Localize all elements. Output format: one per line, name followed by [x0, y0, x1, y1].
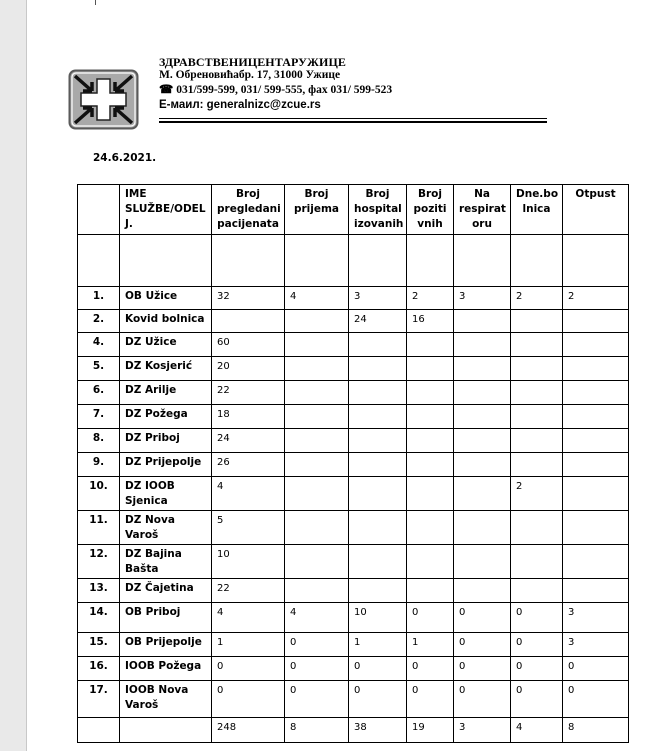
value-cell [407, 357, 454, 381]
value-cell: 0 [511, 657, 563, 681]
value-cell [563, 429, 629, 453]
value-cell [285, 453, 349, 477]
blank-cell [407, 235, 454, 287]
service-name: DZ Bajina Bašta [120, 545, 212, 579]
value-cell [511, 545, 563, 579]
value-cell [511, 381, 563, 405]
blank-cell [120, 235, 212, 287]
total-cell: 4 [511, 718, 563, 743]
row-number: 10. [78, 477, 120, 511]
value-cell [349, 477, 407, 511]
header-row [78, 185, 629, 235]
blank-cell [120, 718, 212, 743]
value-cell: 3 [563, 603, 629, 633]
value-cell [407, 477, 454, 511]
value-cell: 0 [563, 681, 629, 718]
table-row [78, 477, 629, 511]
blank-cell [563, 235, 629, 287]
column-header: Broj prijema [285, 185, 349, 235]
service-name: OB Priboj [120, 603, 212, 633]
blank-cell [511, 235, 563, 287]
header-rule-thin [159, 118, 547, 119]
value-cell [285, 511, 349, 545]
value-cell: 0 [349, 681, 407, 718]
value-cell: 2 [511, 477, 563, 511]
value-cell: 18 [212, 405, 285, 429]
value-cell [563, 310, 629, 333]
blank-cell [78, 718, 120, 743]
health-center-logo-icon [68, 69, 139, 130]
total-cell: 19 [407, 718, 454, 743]
value-cell: 0 [454, 657, 511, 681]
value-cell [511, 405, 563, 429]
org-email: Е-маил: generalnizc@zcue.rs [159, 99, 321, 111]
value-cell: 0 [212, 657, 285, 681]
table-row [78, 657, 629, 681]
header-rule-thick [159, 121, 547, 123]
row-number: 15. [78, 633, 120, 657]
column-header: Broj hospital izovanih [349, 185, 407, 235]
row-number: 14. [78, 603, 120, 633]
table-row [78, 603, 629, 633]
value-cell: 1 [212, 633, 285, 657]
row-number: 8. [78, 429, 120, 453]
value-cell [454, 381, 511, 405]
service-name: DZ Čajetina [120, 579, 212, 603]
value-cell [511, 429, 563, 453]
value-cell: 60 [212, 333, 285, 357]
value-cell: 24 [212, 429, 285, 453]
value-cell: 5 [212, 511, 285, 545]
value-cell [349, 405, 407, 429]
service-name: DZ Arilje [120, 381, 212, 405]
value-cell: 0 [454, 603, 511, 633]
value-cell [563, 477, 629, 511]
value-cell [511, 511, 563, 545]
table-row [78, 381, 629, 405]
column-header: Otpust [563, 185, 629, 235]
row-number: 12. [78, 545, 120, 579]
blank-cell [285, 235, 349, 287]
table-row [78, 453, 629, 477]
service-name: IOOB Nova Varoš [120, 681, 212, 718]
total-cell: 3 [454, 718, 511, 743]
total-cell: 8 [563, 718, 629, 743]
value-cell: 0 [511, 603, 563, 633]
value-cell [563, 333, 629, 357]
value-cell [212, 310, 285, 333]
service-name: DZ Prijepolje [120, 453, 212, 477]
total-cell: 248 [212, 718, 285, 743]
value-cell: 0 [407, 681, 454, 718]
value-cell: 4 [285, 603, 349, 633]
value-cell [407, 579, 454, 603]
report-date: 24.6.2021. [93, 152, 157, 164]
value-cell: 2 [563, 287, 629, 310]
column-header: IME SLUŽBE/ODEL J. [120, 185, 212, 235]
value-cell [563, 381, 629, 405]
value-cell [407, 333, 454, 357]
value-cell [285, 429, 349, 453]
value-cell [285, 579, 349, 603]
page-corner-mark [95, 0, 96, 5]
value-cell [511, 579, 563, 603]
value-cell [407, 545, 454, 579]
value-cell: 0 [285, 633, 349, 657]
value-cell: 20 [212, 357, 285, 381]
column-header: Broj poziti vnih [407, 185, 454, 235]
row-number: 9. [78, 453, 120, 477]
org-phone: ☎ 031/599-599, 031/ 599-555, фах 031/ 599-523 [159, 84, 393, 96]
table-row [78, 333, 629, 357]
value-cell: 10 [212, 545, 285, 579]
row-number: 4. [78, 333, 120, 357]
column-header: Dne.bo lnica [511, 185, 563, 235]
value-cell [349, 545, 407, 579]
value-cell: 0 [349, 657, 407, 681]
value-cell [454, 405, 511, 429]
value-cell [349, 357, 407, 381]
service-name: DZ Kosjerić [120, 357, 212, 381]
value-cell: 2 [407, 287, 454, 310]
service-name: DZ Priboj [120, 429, 212, 453]
table-row [78, 545, 629, 579]
value-cell [511, 453, 563, 477]
table-row [78, 511, 629, 545]
value-cell: 3 [454, 287, 511, 310]
service-name: DZ Nova Varoš [120, 511, 212, 545]
value-cell: 2 [511, 287, 563, 310]
value-cell: 16 [407, 310, 454, 333]
row-number: 7. [78, 405, 120, 429]
table-row [78, 633, 629, 657]
column-header: Broj pregledani pacijenata [212, 185, 285, 235]
value-cell [454, 579, 511, 603]
value-cell: 3 [349, 287, 407, 310]
value-cell [407, 405, 454, 429]
value-cell [454, 477, 511, 511]
service-name: DZ IOOB Sjenica [120, 477, 212, 511]
value-cell [407, 429, 454, 453]
value-cell: 0 [285, 657, 349, 681]
service-name: IOOB Požega [120, 657, 212, 681]
value-cell: 0 [454, 633, 511, 657]
service-name: OB Užice [120, 287, 212, 310]
value-cell: 0 [454, 681, 511, 718]
value-cell [349, 429, 407, 453]
value-cell [563, 511, 629, 545]
table-row [78, 310, 629, 333]
service-name: DZ Užice [120, 333, 212, 357]
column-header [78, 185, 120, 235]
table-row [78, 681, 629, 718]
value-cell [454, 310, 511, 333]
value-cell: 0 [511, 633, 563, 657]
value-cell [511, 357, 563, 381]
value-cell [285, 477, 349, 511]
value-cell: 0 [212, 681, 285, 718]
value-cell [285, 310, 349, 333]
blank-cell [78, 235, 120, 287]
service-name: OB Prijepolje [120, 633, 212, 657]
blank-cell [349, 235, 407, 287]
value-cell: 26 [212, 453, 285, 477]
value-cell [407, 511, 454, 545]
value-cell [285, 405, 349, 429]
value-cell: 22 [212, 579, 285, 603]
value-cell: 4 [212, 477, 285, 511]
org-name: ЗДРАВСТВЕНИЦЕНТАРУЖИЦЕ [159, 55, 346, 69]
row-number: 13. [78, 579, 120, 603]
org-address: М. Обреновићабр. 17, 31000 Ужице [159, 69, 341, 81]
value-cell: 1 [349, 633, 407, 657]
value-cell [563, 545, 629, 579]
table-row [78, 287, 629, 310]
total-cell: 8 [285, 718, 349, 743]
value-cell [349, 381, 407, 405]
value-cell: 0 [407, 603, 454, 633]
value-cell [349, 333, 407, 357]
value-cell [349, 579, 407, 603]
value-cell [454, 357, 511, 381]
value-cell [407, 453, 454, 477]
blank-row [78, 235, 629, 287]
total-cell: 38 [349, 718, 407, 743]
value-cell: 4 [285, 287, 349, 310]
table-row [78, 357, 629, 381]
value-cell: 0 [563, 657, 629, 681]
row-number: 2. [78, 310, 120, 333]
value-cell: 3 [563, 633, 629, 657]
row-number: 11. [78, 511, 120, 545]
table-row [78, 429, 629, 453]
value-cell: 32 [212, 287, 285, 310]
value-cell [285, 357, 349, 381]
row-number: 5. [78, 357, 120, 381]
column-header: Na respirat oru [454, 185, 511, 235]
value-cell [454, 429, 511, 453]
value-cell [563, 453, 629, 477]
value-cell: 1 [407, 633, 454, 657]
value-cell [511, 310, 563, 333]
value-cell [563, 405, 629, 429]
totals-row [78, 718, 629, 743]
value-cell [285, 545, 349, 579]
value-cell: 10 [349, 603, 407, 633]
value-cell [349, 511, 407, 545]
value-cell [454, 511, 511, 545]
service-name: DZ Požega [120, 405, 212, 429]
value-cell [285, 333, 349, 357]
row-number: 16. [78, 657, 120, 681]
row-number: 6. [78, 381, 120, 405]
value-cell: 24 [349, 310, 407, 333]
value-cell: 0 [511, 681, 563, 718]
row-number: 1. [78, 287, 120, 310]
row-number: 17. [78, 681, 120, 718]
blank-cell [212, 235, 285, 287]
value-cell: 0 [407, 657, 454, 681]
value-cell [349, 453, 407, 477]
value-cell [511, 333, 563, 357]
value-cell [454, 453, 511, 477]
value-cell [454, 545, 511, 579]
value-cell [563, 357, 629, 381]
service-name: Kovid bolnica [120, 310, 212, 333]
blank-cell [454, 235, 511, 287]
value-cell: 22 [212, 381, 285, 405]
value-cell [563, 579, 629, 603]
report-table [77, 184, 629, 743]
value-cell [454, 333, 511, 357]
table-row [78, 579, 629, 603]
value-cell: 4 [212, 603, 285, 633]
table-row [78, 405, 629, 429]
value-cell: 0 [285, 681, 349, 718]
value-cell [285, 381, 349, 405]
value-cell [407, 381, 454, 405]
